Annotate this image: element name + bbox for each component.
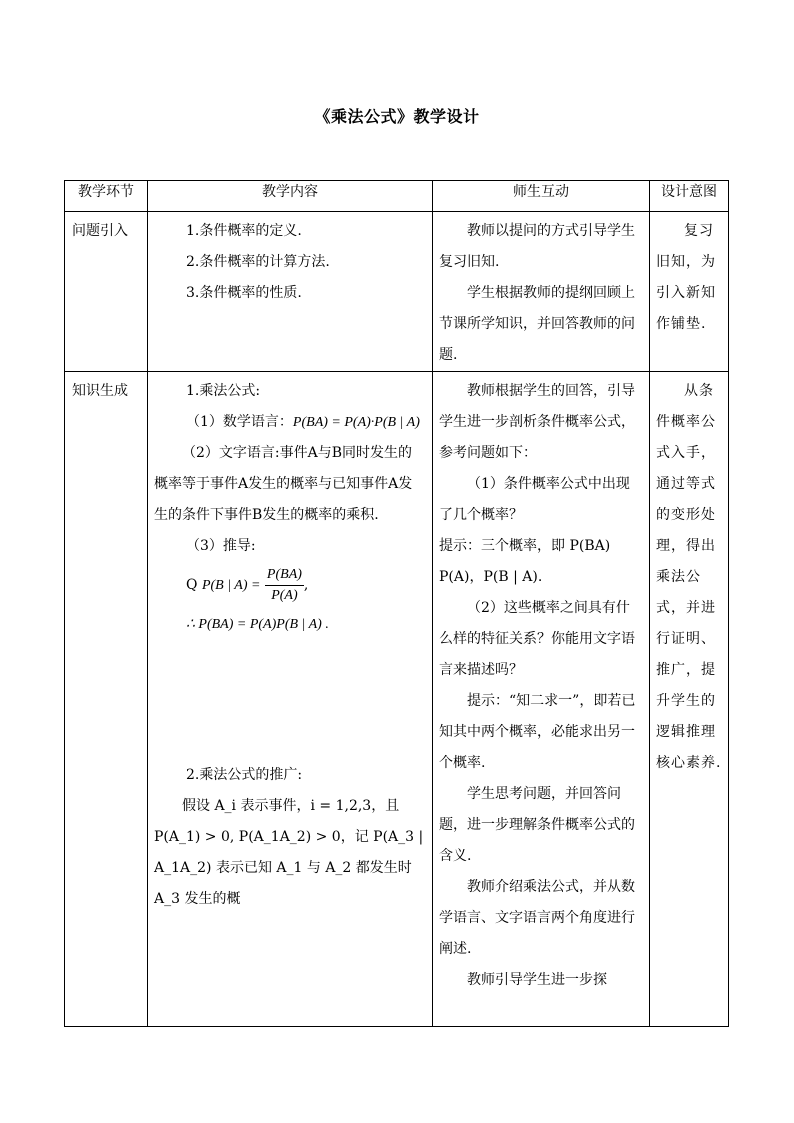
- document-title: 《乘法公式》教学设计: [314, 107, 480, 126]
- header-intent: 设计意图: [650, 181, 729, 212]
- stage-cell: [65, 372, 148, 1027]
- content-list: [148, 212, 432, 309]
- text-language: （2）文字语言:事件A与B同时发生的概率等于事件A发生的概率与已知事件A发生的条件下事件B发生的概率的乘积.: [154, 445, 413, 523]
- stage-cell: [65, 212, 148, 372]
- generalization-heading: 2.乘法公式的推广:: [186, 767, 303, 783]
- header-interaction: 师生互动: [433, 181, 650, 212]
- interaction-paragraph: 教师根据学生的回答，引导学生进一步剖析条件概率公式，参考问题如下：: [439, 383, 635, 461]
- intent-text: 从条件概率公式入手，通过等式的变形处理，得出乘法公式，并进行证明、推广，提升学生的逻辑推理核心素养.: [656, 383, 722, 771]
- stage-label: 问题引入: [72, 223, 128, 239]
- interaction-cell: [433, 372, 650, 1027]
- product-formula: P(BA) = P(A)·P(B | A): [292, 415, 420, 430]
- formula-heading: 1.乘法公式:: [186, 383, 261, 399]
- intent-cell: [650, 212, 729, 372]
- math-language-line: [154, 407, 426, 438]
- header-content: 教学内容: [148, 181, 433, 212]
- list-item: 3.条件概率的性质.: [186, 285, 302, 301]
- table-row-knowledge: [65, 372, 729, 1027]
- fraction-numerator: P(BA): [265, 565, 304, 586]
- table-row-intro: [65, 212, 729, 372]
- intent-text: 复习旧知，为引入新知作铺垫.: [656, 223, 716, 332]
- generalization-text: 假设 A_i 表示事件，i = 1,2,3，且 P(A_1) > 0, P(A_1A_2) > 0，记 P(A_3 | A_1A_2) 表示已知 A_1 与 A_2 都发生时 A_3 发生的概: [154, 798, 424, 907]
- interaction-paragraph: （1）条件概率公式中出现了几个概率？: [439, 476, 630, 523]
- math-language-label: （1）数学语言：: [186, 414, 293, 430]
- derivation-fraction: [265, 565, 304, 606]
- interaction-paragraph: （2）这些概率之间具有什么样的特征关系？你能用文字语言来描述吗？: [439, 600, 635, 678]
- header-stage: 教学环节: [65, 181, 148, 212]
- because-symbol: Q: [186, 577, 198, 593]
- list-item: 1.条件概率的定义.: [186, 223, 302, 239]
- derivation-lhs: P(B | A) =: [201, 578, 261, 593]
- header-row: [65, 181, 729, 212]
- interaction-paragraph: 提示：“知二求一”，即若已知其中两个概率，必能求出另一个概率.: [439, 693, 636, 771]
- interaction-paragraph: 教师以提问的方式引导学生复习旧知.: [439, 223, 635, 270]
- lesson-plan-table: [64, 180, 729, 1027]
- interaction-paragraph: 提示：三个概率，即 P(BA) P(A)，P(B | A).: [439, 538, 611, 585]
- interaction-paragraph: 学生思考问题，并回答问题，进一步理解条件概率公式的含义.: [439, 786, 635, 864]
- stage-label: 知识生成: [72, 383, 128, 399]
- content-cell: [148, 212, 433, 372]
- interaction-paragraph: 教师引导学生进一步探: [467, 972, 607, 988]
- derivation-step: Q P(B | A) = $\frac{P(BA)}{P(A)}$ ,: [154, 562, 426, 609]
- fraction-denominator: P(A): [271, 587, 298, 603]
- interaction-paragraph: 教师介绍乘法公式，并从数学语言、文字语言两个角度进行阐述.: [439, 879, 635, 957]
- list-item: 2.条件概率的计算方法.: [186, 254, 330, 270]
- intent-cell: [650, 372, 729, 1027]
- content-cell: [148, 372, 433, 1027]
- derivation-label: （3）推导:: [186, 538, 256, 554]
- interaction-cell: [433, 212, 650, 372]
- derivation-conclusion: ∴ P(BA) = P(A)P(B | A) .: [186, 617, 329, 632]
- interaction-paragraph: 学生根据教师的提纲回顾上节课所学知识，并回答教师的问题.: [439, 285, 635, 363]
